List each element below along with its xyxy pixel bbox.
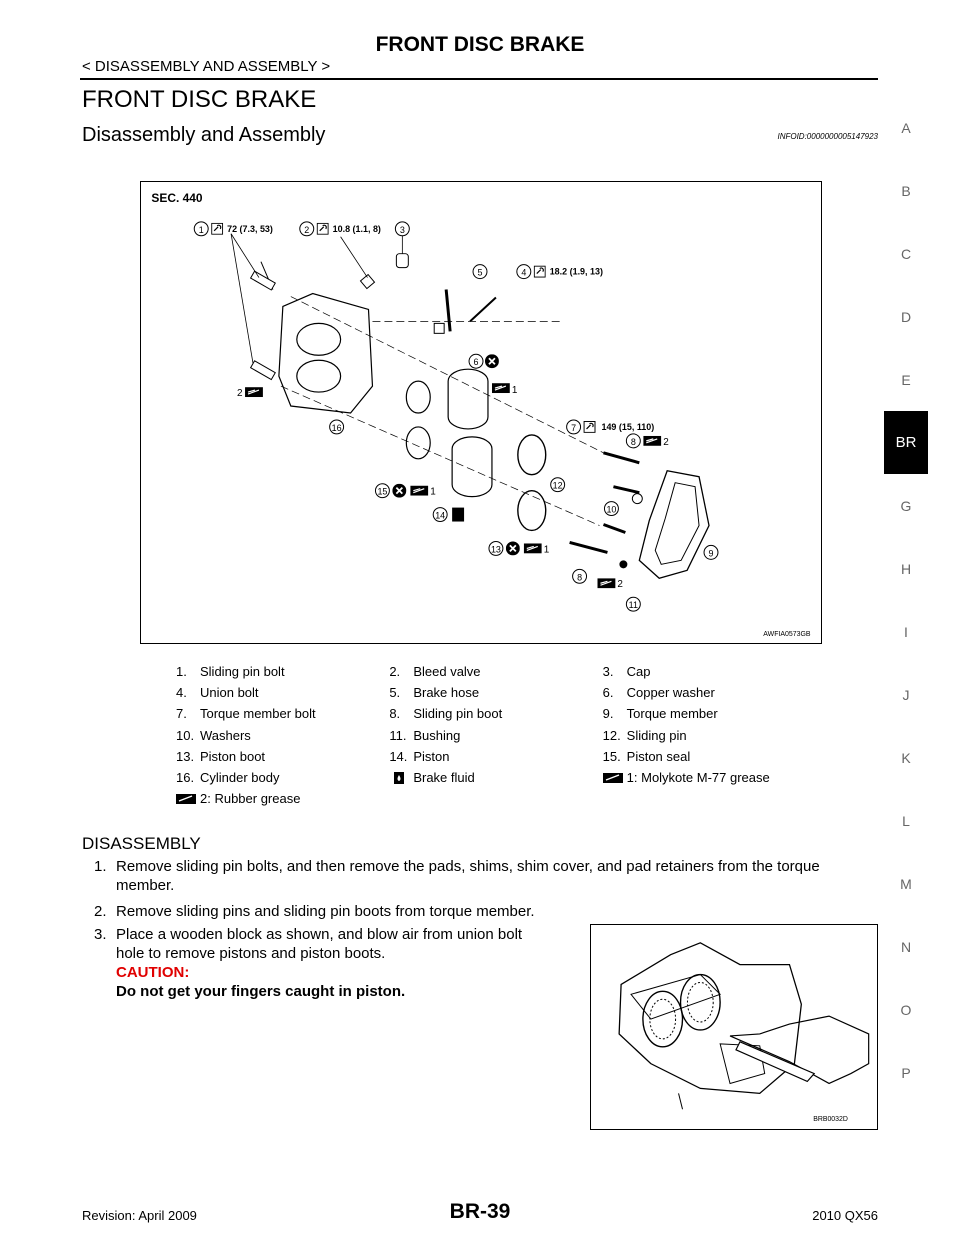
svg-text:11: 11 — [628, 600, 638, 611]
step-3-line1: Place a wooden block as shown, and blow air from union bolt — [116, 926, 523, 943]
legend-label: Brake fluid — [413, 770, 475, 786]
svg-text:8: 8 — [630, 436, 636, 447]
step-1-line2: member. — [116, 877, 175, 894]
step-3: 3. Place a wooden block as shown, and blow air from union bolt hole to remove pistons and piston boots. CAUTION: Do not get your fingers caught in piston. — [94, 926, 523, 1000]
disassembly-title: DISASSEMBLY — [82, 834, 201, 853]
photo-id: BRB0032D — [813, 1116, 848, 1124]
side-index-e[interactable]: E — [901, 371, 911, 388]
breadcrumb: < DISASSEMBLY AND ASSEMBLY > — [82, 58, 331, 75]
grease-1-seal: 1 — [430, 486, 436, 498]
grease-2-top: 2 — [663, 436, 669, 448]
side-index-d[interactable]: D — [900, 308, 912, 325]
grease-2-left: 2 — [237, 388, 243, 400]
grease-icon — [176, 793, 196, 805]
side-index-o[interactable]: O — [900, 1001, 912, 1018]
svg-text:16: 16 — [331, 422, 342, 433]
svg-text:9: 9 — [708, 548, 714, 559]
svg-text:5: 5 — [477, 267, 483, 278]
footer-revision: Revision: April 2009 — [82, 1208, 197, 1223]
caution-text: Do not get your fingers caught in piston. — [116, 983, 406, 1000]
step-2-text: Remove sliding pins and sliding pin boots from torque member. — [116, 903, 535, 920]
page-header-title: FRONT DISC BRAKE — [375, 33, 585, 56]
torque-1: 72 (7.3, 53) — [227, 223, 273, 234]
legend-label: Washers — [200, 727, 251, 743]
legend-label: Torque member — [626, 706, 718, 722]
grease-icon — [603, 772, 623, 784]
step-1: 1. Remove sliding pin bolts, and then remove the pads, shims, shim cover, and pad retainers from the torque member. — [94, 858, 820, 894]
side-index-p[interactable]: P — [901, 1064, 911, 1081]
legend-row — [176, 788, 816, 809]
footer-model: 2010 QX56 — [812, 1208, 878, 1223]
torque-7: 149 (15, 110) — [601, 421, 655, 432]
page-number: BR-39 — [449, 1200, 511, 1223]
legend-row: 1. Sliding pin bolt 2. Bleed valve 3. Cap — [176, 664, 651, 680]
sec-label: SEC. 440 — [151, 190, 203, 205]
section-title: FRONT DISC BRAKE — [82, 86, 317, 113]
procedure-photo — [590, 924, 878, 1130]
svg-text:4: 4 — [521, 267, 527, 278]
legend-label: Piston seal — [626, 748, 691, 764]
figure-id: AWFIA0573GB — [763, 631, 811, 639]
torque-4: 18.2 (1.9, 13) — [549, 266, 603, 277]
side-index-n[interactable]: N — [900, 938, 912, 955]
svg-text:14: 14 — [435, 510, 446, 521]
svg-text:7: 7 — [571, 422, 577, 433]
side-index-g[interactable]: G — [900, 497, 912, 514]
side-index-l[interactable]: L — [902, 812, 910, 829]
svg-text:8: 8 — [577, 572, 583, 583]
svg-text:6: 6 — [473, 357, 479, 368]
side-index-b[interactable]: B — [901, 182, 911, 199]
info-id: INFOID:0000000005147923 — [777, 132, 878, 141]
caution-label: CAUTION: — [116, 964, 190, 981]
legend — [176, 661, 816, 809]
side-index-k[interactable]: K — [901, 749, 911, 766]
side-index-h[interactable]: H — [900, 560, 912, 577]
svg-text:15: 15 — [377, 486, 388, 497]
side-index-a[interactable]: A — [901, 119, 911, 136]
svg-text:12: 12 — [552, 480, 563, 491]
svg-text:2: 2 — [304, 224, 310, 235]
legend-label: Piston — [413, 748, 450, 764]
grease-1-piston: 1 — [511, 385, 518, 397]
legend-label: Bleed valve — [413, 664, 481, 680]
legend-label: 1: Molykote M-77 grease — [626, 770, 770, 786]
header-rule — [80, 78, 878, 80]
svg-text:3: 3 — [399, 224, 405, 235]
step-2: 2. Remove sliding pins and sliding pin boots from torque member. — [94, 903, 535, 920]
legend-label: Cap — [626, 664, 651, 680]
legend-row: 7. Torque member bolt 8. Sliding pin boot 9. Torque member — [176, 706, 718, 722]
legend-label: Brake hose — [413, 685, 480, 701]
side-index-j[interactable]: J — [902, 686, 910, 703]
legend-label: Cylinder body — [200, 770, 280, 786]
step-1-line1: Remove sliding pin bolts, and then remove the pads, shims, shim cover, and pad retainers from the torque — [116, 858, 820, 875]
legend-label: Torque member bolt — [200, 706, 316, 722]
step-3-line2: hole to remove pistons and piston boots. — [116, 945, 386, 962]
legend-label: 2: Rubber grease — [200, 791, 301, 807]
grease-1-boot: 1 — [543, 544, 550, 556]
legend-label: Bushing — [413, 727, 461, 743]
brake-fluid-icon — [389, 772, 409, 784]
legend-label: Copper washer — [626, 685, 715, 701]
grease-2-bottom: 2 — [617, 579, 623, 591]
legend-row: 10. Washers 11. Bushing 12. Sliding pin — [176, 727, 687, 743]
legend-label: Union bolt — [200, 685, 259, 701]
legend-row: 4. Union bolt 5. Brake hose 6. Copper washer — [176, 685, 715, 701]
legend-row: 13. Piston boot 14. Piston 15. Piston seal — [176, 748, 691, 764]
side-index-br[interactable]: BR — [884, 411, 928, 474]
legend-label: Piston boot — [200, 748, 266, 764]
torque-2: 10.8 (1.1, 8) — [332, 223, 381, 234]
svg-text:10: 10 — [606, 504, 617, 515]
side-index-i[interactable]: I — [904, 623, 908, 640]
legend-label: Sliding pin bolt — [200, 664, 285, 680]
legend-label: Sliding pin boot — [413, 706, 503, 722]
legend-row: 16. Cylinder body Brake fluid 1: Molykote M-77 grease — [176, 770, 770, 786]
side-index-c[interactable]: C — [900, 245, 912, 262]
exploded-diagram — [140, 181, 822, 644]
side-index-m[interactable]: M — [900, 875, 912, 892]
subsection-title: Disassembly and Assembly — [82, 124, 326, 146]
svg-text:13: 13 — [490, 544, 501, 555]
svg-text:1: 1 — [198, 224, 204, 235]
side-index — [884, 96, 928, 1104]
legend-label: Sliding pin — [626, 727, 687, 743]
